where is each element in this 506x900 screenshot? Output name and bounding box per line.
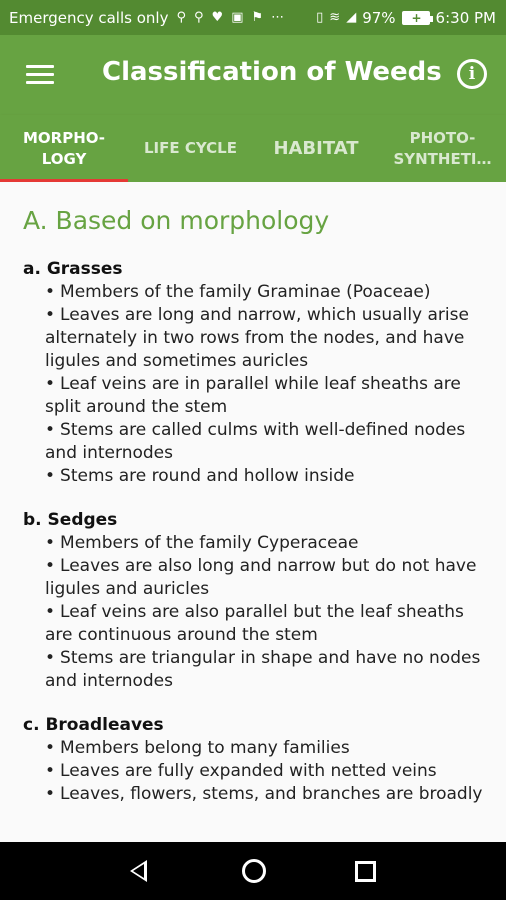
tab-morphology[interactable] <box>0 115 128 182</box>
section-title: A. Based on morphology <box>23 206 330 235</box>
app-bar <box>0 35 506 115</box>
tab-habitat[interactable] <box>253 115 379 182</box>
list-item: • Members belong to many families <box>45 737 486 760</box>
status-bar <box>0 0 506 35</box>
list-item: • Leaves are also long and narrow but do not have ligules and auricles <box>45 555 486 601</box>
group-grasses <box>23 259 486 488</box>
tab-label-line1: MORPHO- <box>22 128 106 147</box>
system-nav-bar <box>0 842 506 900</box>
carrier-text: Emergency calls only <box>9 8 169 27</box>
tab-label: LIFE CYCLE <box>143 139 237 157</box>
info-icon[interactable]: i <box>457 59 487 89</box>
list-item: • Leaves are long and narrow, which usually arise alternately in two rows from the nodes, and have ligules and sometimes auricles <box>45 304 486 373</box>
tab-label-line2: LOGY <box>41 149 87 168</box>
content-scroll[interactable] <box>0 182 506 842</box>
tab-label-line1: PHOTO- <box>409 128 476 147</box>
clock: 6:30 PM <box>435 8 496 27</box>
list-item: • Leaf veins are in parallel while leaf sheaths are split around the stem <box>45 373 486 419</box>
list-item: • Members of the family Graminae (Poaceae) <box>45 281 486 304</box>
signal-icon: ◢ <box>346 10 357 25</box>
usb-icon-2: ⚲ <box>194 10 204 25</box>
recent-apps-square-icon[interactable] <box>355 861 376 882</box>
image-icon: ▣ <box>231 10 244 25</box>
group-heading: c. Broadleaves <box>23 715 164 735</box>
heart-icon: ♥ <box>211 10 224 25</box>
flag-icon: ⚑ <box>251 10 264 25</box>
app-title: Classification of Weeds <box>102 57 442 87</box>
list-item: • Leaf veins are also parallel but the leaf sheaths are continuous around the stem <box>45 601 486 647</box>
home-circle-icon[interactable] <box>242 859 266 883</box>
tab-label-line2: SYNTHETI… <box>393 149 492 168</box>
tab-life-cycle[interactable] <box>128 115 253 182</box>
group-sedges <box>23 510 486 693</box>
hamburger-menu-icon[interactable] <box>26 65 54 85</box>
more-icon: ⋯ <box>271 10 285 25</box>
battery-icon: + <box>402 11 430 25</box>
wifi-icon: ≋ <box>329 10 341 25</box>
back-triangle-icon[interactable] <box>130 860 147 882</box>
group-heading: b. Sedges <box>23 510 118 530</box>
tab-photosynthetic[interactable] <box>379 115 506 182</box>
list-item: • Stems are called culms with well-defined nodes and internodes <box>45 419 486 465</box>
tab-label: HABITAT <box>273 138 359 159</box>
status-left <box>9 9 284 27</box>
list-item: • Stems are triangular in shape and have no nodes and internodes <box>45 647 486 693</box>
group-broadleaves <box>23 715 486 806</box>
list-item: • Leaves are fully expanded with netted veins <box>45 760 486 783</box>
tab-bar <box>0 115 506 182</box>
usb-icon: ⚲ <box>176 10 186 25</box>
vibrate-icon: ▯ <box>316 10 324 25</box>
list-item: • Members of the family Cyperaceae <box>45 532 486 555</box>
list-item: • Leaves, flowers, stems, and branches are broadly <box>45 783 486 806</box>
group-heading: a. Grasses <box>23 259 123 279</box>
battery-percent: 97% <box>362 8 396 27</box>
list-item: • Stems are round and hollow inside <box>45 465 486 488</box>
status-right <box>316 9 496 27</box>
